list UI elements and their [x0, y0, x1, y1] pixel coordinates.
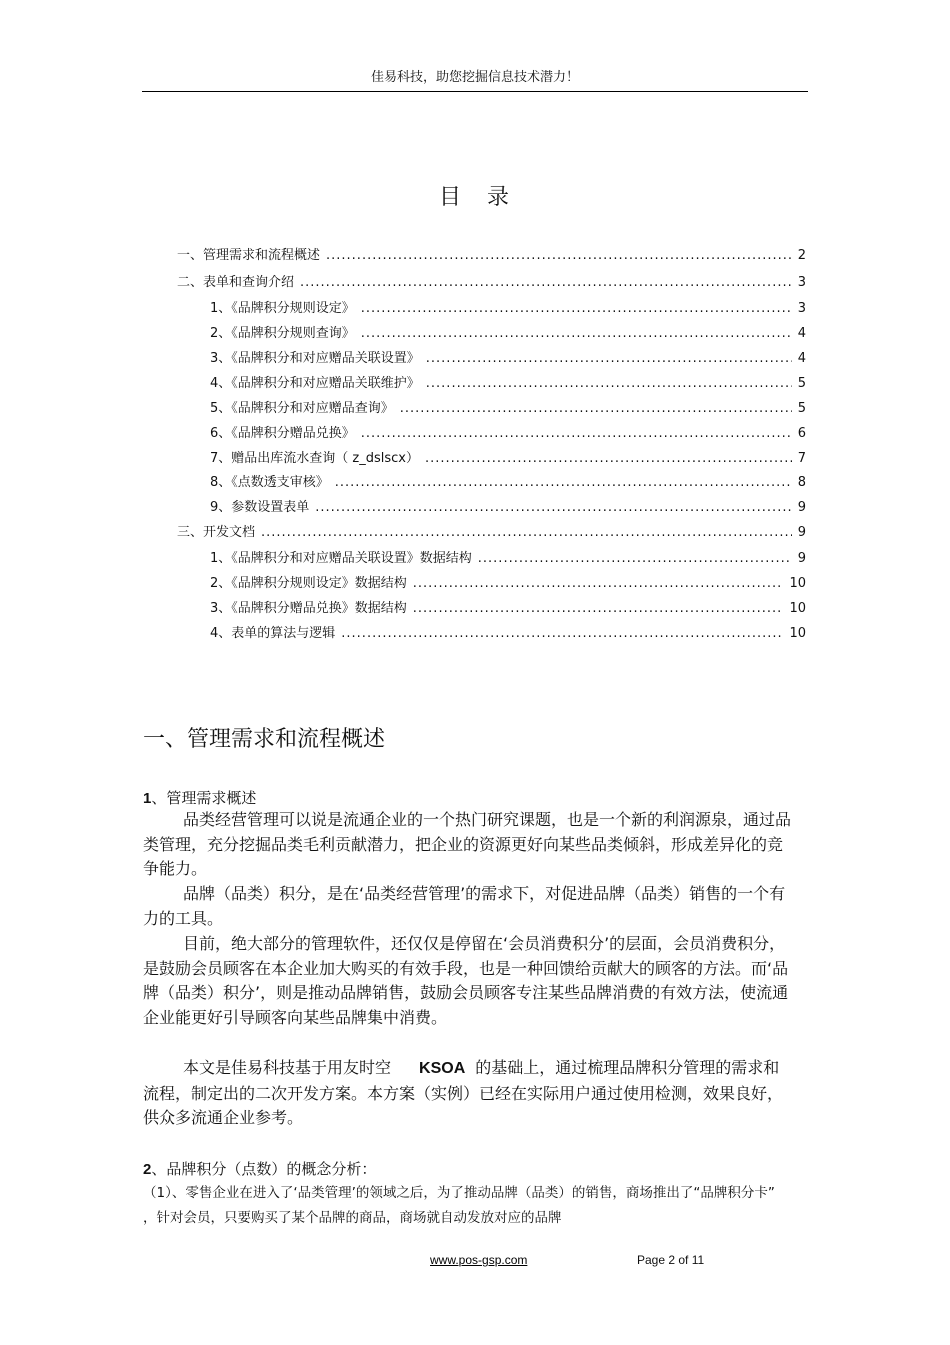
product-name: KSOA [419, 1060, 466, 1077]
toc-entry-page: 2 [797, 248, 806, 263]
toc-entry-page: 10 [789, 601, 806, 616]
toc-leader-dots [300, 275, 792, 290]
subsection-title: 、管理需求概述 [151, 789, 257, 807]
toc-entry-title: 4、《品牌积分和对应赠品关联维护》 [210, 376, 420, 391]
toc-entry-title: 1、《品牌积分规则设定》 [210, 301, 355, 316]
toc-entry [210, 597, 806, 616]
toc-title: 目 录 [438, 185, 511, 210]
paragraph-2: 品牌（品类）积分，是在‘品类经营管理’的需求下，对促进品牌（品类）销售的一个有力的工具。 [143, 884, 786, 928]
toc-entry [210, 471, 806, 490]
toc-entry-title: 3、《品牌积分和对应赠品关联设置》 [210, 351, 420, 366]
toc-leader-dots [361, 301, 792, 316]
toc-entry [210, 297, 806, 316]
subsection-number: 2 [143, 1161, 152, 1178]
toc-entry [210, 496, 806, 515]
toc-entry [210, 572, 806, 591]
toc-leader-dots [426, 351, 792, 366]
toc-entry-title: 7、赠品出库流水查询（ z_dslscx） [210, 451, 419, 466]
toc-entry-page: 9 [797, 525, 806, 540]
toc-leader-dots [413, 601, 784, 616]
toc-entry [210, 447, 806, 466]
toc-entry-title: 2、《品牌积分规则设定》数据结构 [210, 576, 407, 591]
toc-entry [210, 322, 806, 341]
toc-entry [210, 547, 806, 566]
toc-entry-title: 9、参数设置表单 [210, 500, 310, 515]
toc-leader-dots [413, 576, 784, 591]
toc-entry-page: 5 [797, 376, 806, 391]
toc-entry-page: 9 [797, 500, 806, 515]
toc-entry-title: 8、《点数透支审核》 [210, 475, 329, 490]
paragraph-4: 本文是佳易科技基于用友时空 KSOA 的基础上，通过梳理品牌积分管理的需求和流程，制定出的二次开发方案。本方案（实例）已经在实际用户通过使用检测，效果良好，供众多流通企业参考。 [143, 1058, 784, 1127]
toc-entry [177, 244, 806, 263]
paragraph-3: 目前，绝大部分的管理软件，还仅仅是停留在‘会员消费积分’的层面，会员消费积分，是鼓励会员顾客在本企业加大购买的有效手段，也是一种回馈给贡献大的顾客的方法。而‘品牌（品类）积分’，则是推动品牌销售，鼓励会员顾客专注某些品牌消费的有效方法，使流通企业能更好引导顾客向某些品牌集中消费。 [143, 934, 789, 1027]
toc-entry [210, 347, 806, 366]
toc-entry-title: 4、表单的算法与逻辑 [210, 626, 336, 641]
toc-entry [177, 271, 806, 290]
toc-leader-dots [425, 451, 792, 466]
toc-entry-page: 3 [797, 301, 806, 316]
toc-entry-title: 三、开发文档 [177, 525, 256, 540]
toc-entry [210, 372, 806, 391]
toc-entry-page: 10 [789, 576, 806, 591]
subsection-number: 1 [143, 790, 152, 807]
toc-entry-page: 3 [797, 275, 806, 290]
toc-entry-title: 一、管理需求和流程概述 [177, 248, 321, 263]
footer-page-number: Page 2 of 11 [637, 1253, 705, 1267]
toc-entry-title: 2、《品牌积分规则查询》 [210, 326, 355, 341]
toc-leader-dots [426, 376, 792, 391]
toc-entry-page: 10 [789, 626, 806, 641]
toc-entry-title: 6、《品牌积分赠品兑换》 [210, 426, 355, 441]
toc-entry-page: 4 [797, 351, 806, 366]
toc-leader-dots [478, 551, 792, 566]
toc-entry [210, 422, 806, 441]
subsection-title: 、品牌积分（点数）的概念分析： [151, 1160, 377, 1178]
toc-leader-dots [341, 626, 783, 641]
subsection-heading-1 [143, 787, 256, 808]
toc-leader-dots [315, 500, 791, 515]
toc-entry [210, 397, 806, 416]
header-rule [142, 91, 808, 92]
subsection-heading-2 [143, 1158, 376, 1179]
toc-leader-dots [335, 475, 792, 490]
toc-leader-dots [361, 426, 792, 441]
section-heading: 一、管理需求和流程概述 [143, 727, 386, 752]
toc-entry-title: 二、表单和查询介绍 [177, 275, 295, 290]
toc-entry-page: 7 [797, 451, 806, 466]
toc-entry-page: 5 [797, 401, 806, 416]
toc-entry [177, 521, 806, 540]
toc-leader-dots [361, 326, 792, 341]
toc-leader-dots [400, 401, 792, 416]
toc-entry-title: 3、《品牌积分赠品兑换》数据结构 [210, 601, 407, 616]
toc-entry-title: 5、《品牌积分和对应赠品查询》 [210, 401, 394, 416]
paragraph-1: 品类经营管理可以说是流通企业的一个热门研究课题，也是一个新的利润源泉，通过品类管理，充分挖掘品类毛利贡献潜力，把企业的资源更好向某些品类倾斜，形成差异化的竞争能力。 [143, 810, 792, 878]
toc-entry-page: 9 [797, 551, 806, 566]
toc-leader-dots [261, 525, 792, 540]
toc-entry-page: 6 [797, 426, 806, 441]
toc-entry-page: 8 [797, 475, 806, 490]
footer-website-link[interactable]: www.pos-gsp.com [430, 1253, 528, 1267]
page-header: 佳易科技，助您挖掘信息技术潜力！ [370, 70, 579, 85]
toc-entry-title: 1、《品牌积分和对应赠品关联设置》数据结构 [210, 551, 472, 566]
toc-entry-page: 4 [797, 326, 806, 341]
paragraph-5: （1）、零售企业在进入了‘品类管理’的领域之后，为了推动品牌（品类）的销售，商场推出了“品牌积分卡” ，针对会员，只要购买了某个品牌的商品，商场就自动发放对应的品牌 [143, 1185, 775, 1226]
toc-entry [210, 622, 806, 641]
toc-leader-dots [326, 248, 792, 263]
